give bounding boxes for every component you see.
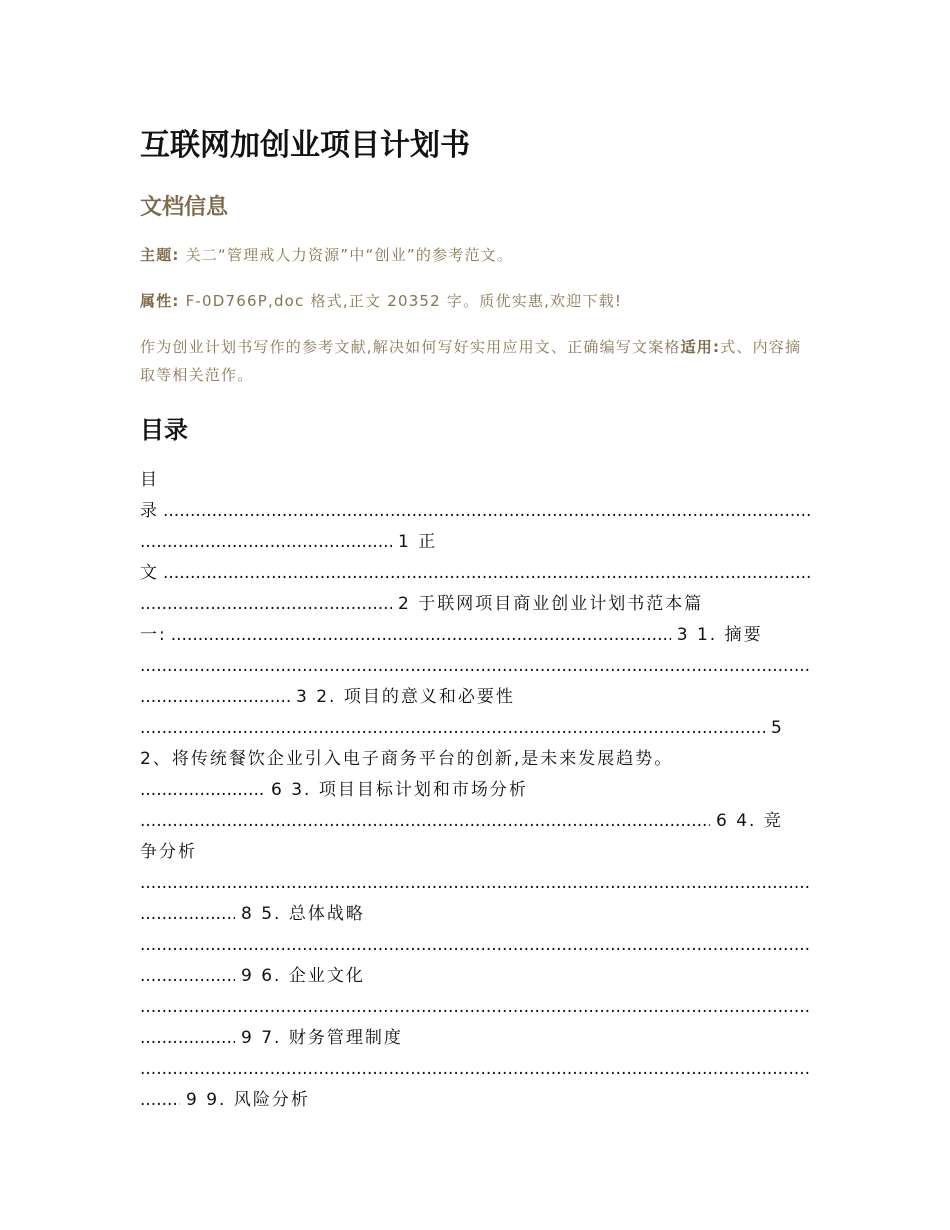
toc-line (140, 1026, 810, 1050)
toc-page-entry[interactable]: 8 5. 总体战略 (241, 904, 365, 924)
toc-page-entry[interactable]: 9 9. 风险分析 (186, 1090, 310, 1110)
toc-page-entry[interactable]: 6 4. 竞 (716, 811, 783, 831)
toc-text: 争分析 (140, 842, 197, 862)
toc-line (140, 592, 810, 616)
toc-dot-leader (140, 995, 810, 1019)
toc-page-entry[interactable]: 9 6. 企业文化 (241, 966, 365, 986)
toc-line (140, 964, 810, 988)
toc-page-entry[interactable]: 5 (771, 718, 784, 738)
toc-line (140, 654, 810, 678)
toc-line (140, 840, 810, 864)
toc-line (140, 530, 810, 554)
toc-line (140, 1088, 810, 1112)
subject-label: 主题: (140, 246, 180, 264)
toc-text: 录 (140, 499, 163, 523)
toc-line (140, 809, 810, 833)
toc-dot-leader (140, 592, 392, 616)
toc-dot-leader (163, 499, 810, 523)
document-title: 互联网加创业项目计划书 (140, 128, 470, 163)
usage-paragraph (140, 333, 810, 389)
usage-text: 作为创业计划书写作的参考文献,解决如何写好实用应用文、正确编写文案格 (140, 338, 681, 356)
toc-dot-leader (140, 902, 235, 926)
toc-dot-leader (140, 685, 290, 709)
toc-dot-leader (163, 561, 810, 585)
toc-page-entry[interactable]: 3 1. 摘要 (676, 625, 763, 645)
toc-dot-leader (140, 716, 765, 740)
toc-line (140, 1057, 810, 1081)
toc-dot-leader (140, 654, 810, 678)
toc-dot-leader (140, 809, 710, 833)
toc-line (140, 778, 810, 802)
toc-line (140, 933, 810, 957)
toc-dot-leader (140, 1057, 810, 1081)
toc-line (140, 685, 810, 709)
attribute-label: 属性: (140, 292, 180, 310)
toc-text: 目 (140, 470, 159, 490)
toc-line (140, 995, 810, 1019)
attribute-line (140, 287, 810, 315)
toc-dot-leader (140, 778, 265, 802)
toc-text: 2、将传统餐饮企业引入电子商务平台的创新,是未来发展趋势。 (140, 749, 674, 769)
toc-line (140, 468, 810, 492)
toc-line (140, 902, 810, 926)
usage-label: 适用: (680, 338, 721, 356)
info-heading: 文档信息 (140, 195, 229, 220)
toc-page-entry[interactable]: 3 2. 项目的意义和必要性 (296, 687, 515, 707)
toc-dot-leader (140, 1026, 235, 1050)
toc-line (140, 716, 810, 740)
toc-text: 文 (140, 561, 163, 585)
subject-line (140, 241, 810, 269)
toc-dot-leader (140, 871, 810, 895)
toc-line (140, 623, 810, 647)
toc-page-entry[interactable]: 1 正 (398, 532, 438, 552)
attribute-text: F-0D766P,doc 格式,正文 20352 字。质优实惠,欢迎下载! (179, 292, 623, 310)
toc-dot-leader (140, 1088, 180, 1112)
usage-text-2: 式、内容摘取等相关范作。 (140, 338, 802, 384)
toc-line (140, 499, 810, 523)
toc-dot-leader (140, 933, 810, 957)
toc-text: 一: (140, 623, 171, 647)
toc-line (140, 747, 810, 771)
toc-page-entry[interactable]: 6 3. 项目目标计划和市场分析 (271, 780, 528, 800)
toc-dot-leader (140, 530, 392, 554)
subject-text: 关二“管理戒人力资源”中“创业”的参考范文。 (179, 246, 514, 264)
toc-line (140, 561, 810, 585)
toc-page-entry[interactable]: 9 7. 财务管理制度 (241, 1028, 403, 1048)
toc-heading: 目录 (140, 416, 188, 444)
toc-dot-leader (171, 623, 671, 647)
toc-line (140, 871, 810, 895)
toc-dot-leader (140, 964, 235, 988)
toc-page-entry[interactable]: 2 于联网项目商业创业计划书范本篇 (398, 594, 704, 614)
